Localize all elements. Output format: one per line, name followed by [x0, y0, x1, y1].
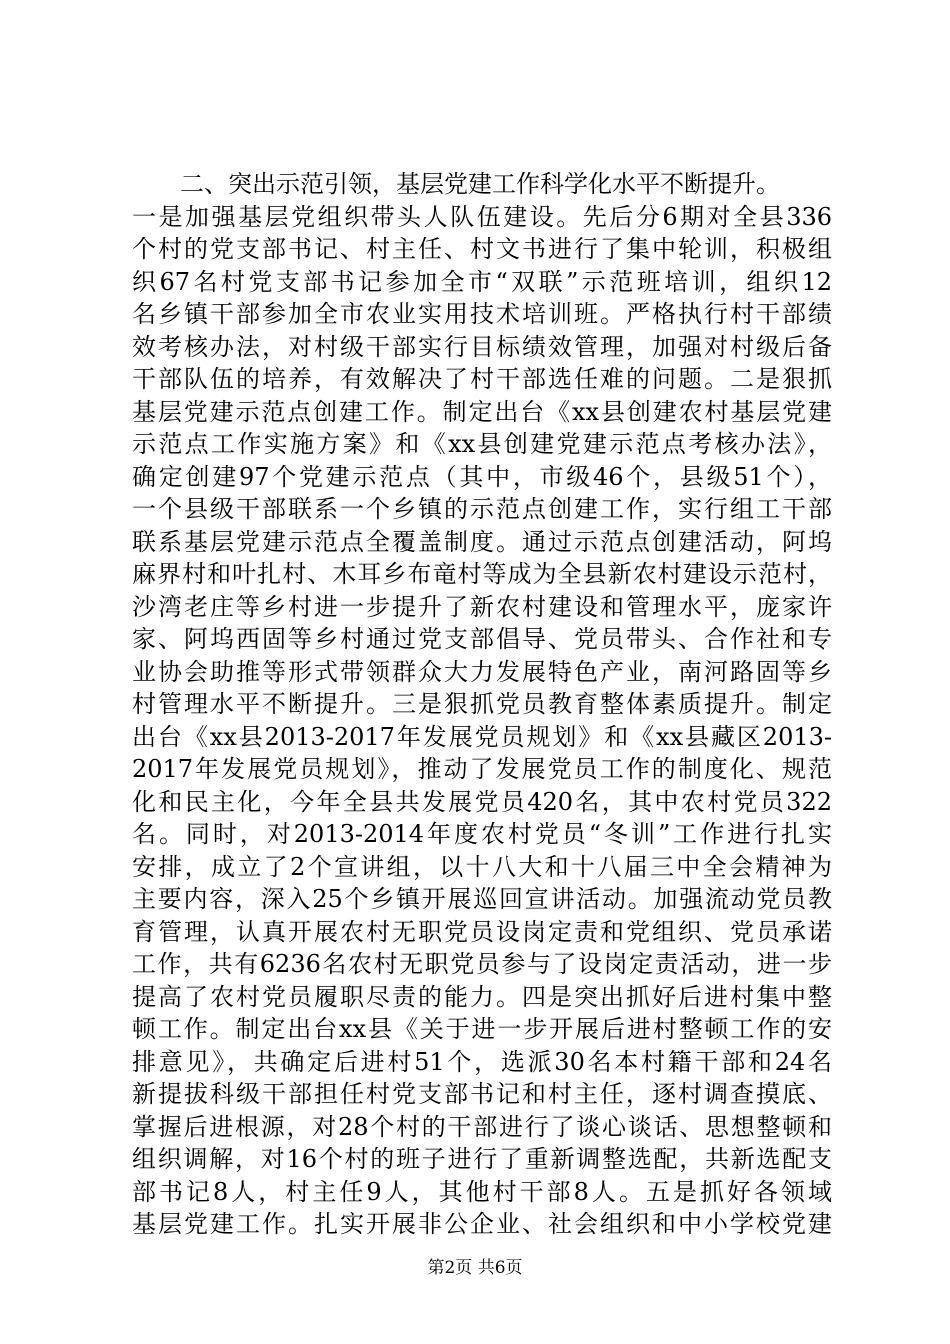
text-line: 化和民主化，今年全县共发展党员420名，其中农村党员322	[132, 787, 832, 816]
text-line: 安排，成立了2个宣讲组，以十八大和十八届三中全会精神为	[132, 852, 832, 881]
text-line: 一个县级干部联系一个乡镇的示范点创建工作，实行组工干部	[132, 495, 832, 523]
text-line: 麻界村和叶扎村、木耳乡布竜村等成为全县新农村建设示范村，	[132, 560, 832, 588]
text-line: 名。同时，对2013-2014年度农村党员“冬训”工作进行扎实	[132, 820, 832, 848]
text-line: 提高了农村党员履职尽责的能力。四是突出抓好后进村集中整	[132, 982, 832, 1011]
text-line: 基层党建示范点创建工作。制定出台《xx县创建农村基层党建	[132, 397, 832, 426]
body-text	[132, 168, 832, 1241]
text-line: 个村的党支部书记、村主任、村文书进行了集中轮训，积极组	[132, 235, 832, 263]
text-line: 一是加强基层党组织带头人队伍建设。先后分6期对全县336	[132, 202, 832, 231]
text-line: 工作，共有6236名农村无职党员参与了设岗定责活动，进一步	[132, 950, 832, 978]
text-line: 干部队伍的培养，有效解决了村干部选任难的问题。二是狠抓	[132, 365, 832, 393]
text-line: 确定创建97个党建示范点（其中，市级46个，县级51个），	[132, 462, 832, 491]
text-line: 效考核办法，对村级干部实行目标绩效管理，加强对村级后备	[132, 332, 832, 361]
text-line: 基层党建工作。扎实开展非公企业、社会组织和中小学校党建	[132, 1210, 832, 1238]
text-line: 织67名村党支部书记参加全市“双联”示范班培训，组织12	[132, 267, 832, 296]
text-line: 2017年发展党员规划》，推动了发展党员工作的制度化、规范	[132, 755, 832, 783]
text-line: 家、阿坞西固等乡村通过党支部倡导、党员带头、合作社和专	[132, 625, 832, 653]
text-line: 沙湾老庄等乡村进一步提升了新农村建设和管理水平，庞家许	[132, 592, 832, 621]
text-line: 名乡镇干部参加全市农业实用技术培训班。严格执行村干部绩	[132, 300, 832, 328]
text-line: 二、突出示范引领，基层党建工作科学化水平不断提升。	[180, 170, 780, 198]
text-line: 排意见》，共确定后进村51个，选派30名本村籍干部和24名	[132, 1047, 832, 1076]
text-line: 部书记8人，村主任9人，其他村干部8人。五是抓好各领域	[132, 1177, 832, 1206]
text-line: 顿工作。制定出台xx县《关于进一步开展后进村整顿工作的安	[132, 1015, 832, 1043]
text-line: 村管理水平不断提升。三是狠抓党员教育整体素质提升。制定	[132, 690, 832, 718]
text-line: 主要内容，深入25个乡镇开展巡回宣讲活动。加强流动党员教	[132, 885, 832, 913]
text-line: 新提拔科级干部担任村党支部书记和村主任，逐村调查摸底、	[132, 1080, 832, 1108]
text-line: 示范点工作实施方案》和《xx县创建党建示范点考核办法》，	[132, 430, 832, 458]
page-footer: 第2页 共6页	[427, 1258, 523, 1278]
text-line: 掌握后进根源，对28个村的干部进行了谈心谈话、思想整顿和	[132, 1112, 832, 1141]
text-line: 组织调解，对16个村的班子进行了重新调整选配，共新选配支	[132, 1145, 832, 1173]
text-line: 出台《xx县2013-2017年发展党员规划》和《xx县藏区2013-	[132, 722, 832, 751]
text-line: 育管理，认真开展农村无职党员设岗定责和党组织、党员承诺	[132, 917, 832, 946]
text-line: 业协会助推等形式带领群众大力发展特色产业，南河路固等乡	[132, 657, 832, 686]
text-line: 联系基层党建示范点全覆盖制度。通过示范点创建活动，阿坞	[132, 527, 832, 556]
